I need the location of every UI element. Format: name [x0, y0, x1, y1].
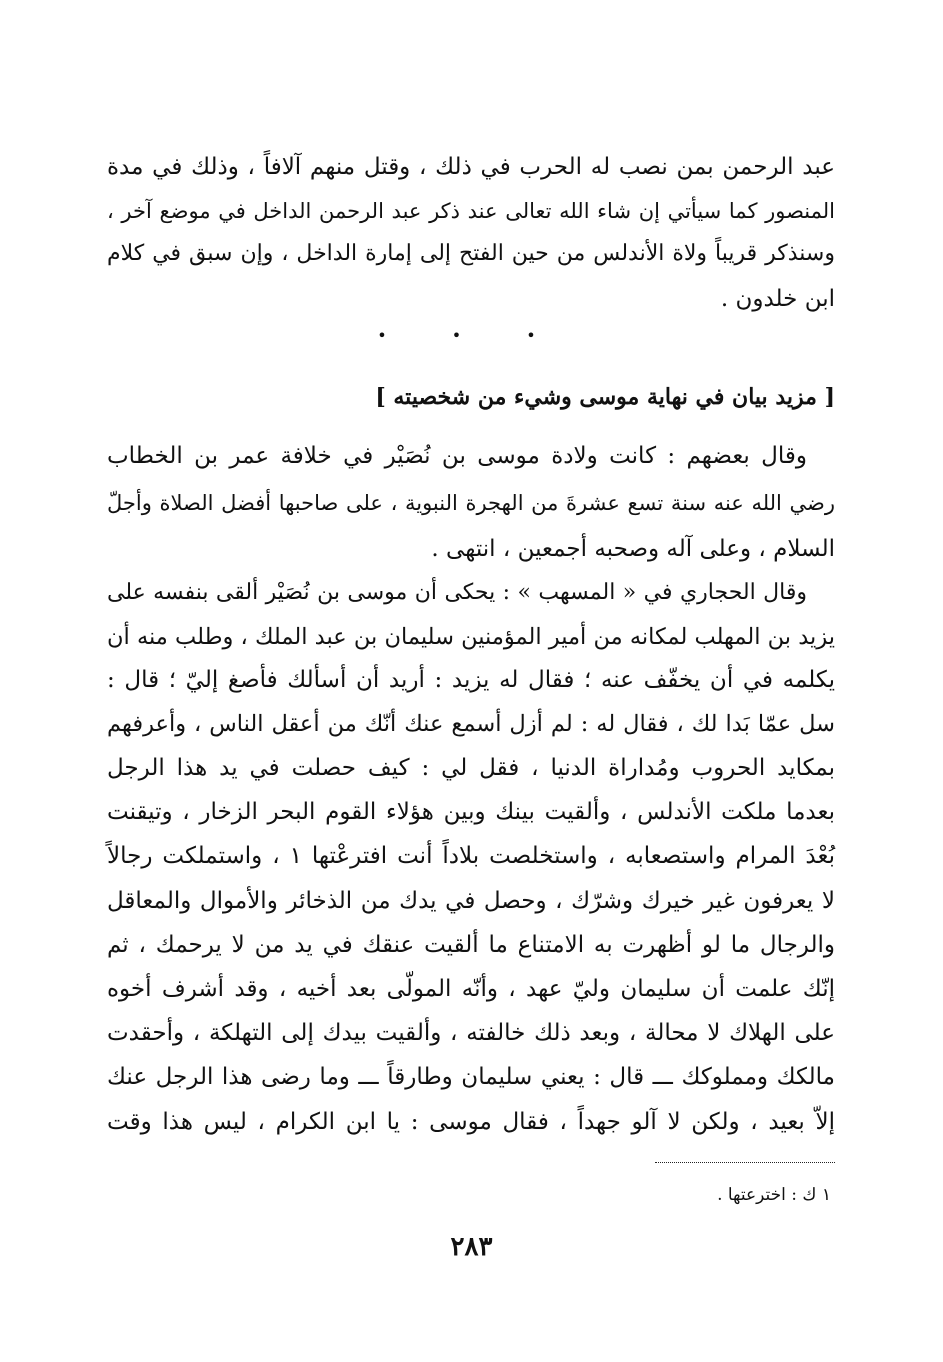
text-line: بُعْدَ المرام واستصعابه ، واستخلصت بلاداً أنت افترعْتها ١ ، واستملكت رجالاً	[107, 843, 836, 869]
text-line: عبد الرحمن بمن نصب له الحرب في ذلك ، وقتل منهم آلافاً ، وذلك في مدة	[107, 154, 835, 180]
text-line: ابن خلدون .	[720, 286, 835, 312]
page-number: ٢٨٣	[450, 1232, 493, 1262]
text-line: إنّك علمت أن سليمان وليّ عهد ، وأنّه المولّى بعد أخيه ، وقد أشرف أخوه	[107, 976, 835, 1002]
section-separator: • • •	[377, 326, 566, 345]
text-line: إلاّ بعيد ، ولكن لا آلو جهداً ، فقال موسى : يا ابن الكرام ، ليس هذا وقت	[107, 1109, 835, 1135]
text-line: وقال بعضهم : كانت ولادة موسى بن نُصَيْر في خلافة عمر بن الخطاب	[107, 443, 807, 469]
text-line: المنصور كما سيأتي إن شاء الله تعالى عند ذكر عبد الرحمن الداخل في موضع آخر ،	[107, 199, 835, 223]
footnote-divider	[655, 1162, 835, 1163]
text-line: لا يعرفون غير خيرك وشرّك ، وحصل في يدك من الذخائر والأموال والمعاقل	[107, 888, 835, 914]
text-line: والرجال ما لو أظهرت به الامتناع ما ألقيت عنقك في يد من لا يرحمك ، ثم	[107, 932, 835, 958]
text-line: بمكايد الحروب ومُداراة الدنيا ، فقل لي : كيف حصلت في يد هذا الرجل	[107, 755, 835, 781]
text-line: السلام ، وعلى آله وصحبه أجمعين ، انتهى .	[431, 536, 835, 562]
text-line: على الهلاك لا محالة ، وبعد ذلك خالفته ، وألقيت بيدك إلى التهلكة ، وأحقدت	[107, 1020, 835, 1046]
footnote: ١ ك : اخترعتها .	[717, 1185, 831, 1205]
text-line: يكلمه في أن يخفّف عنه ؛ فقال له يزيد : أريد أن أسألك فأصغ إليّ ؛ قال :	[107, 667, 835, 693]
text-line: يزيد بن المهلب لمكانه من أمير المؤمنين سليمان بن عبد الملك ، وطلب منه أن	[107, 624, 835, 650]
text-line: وقال الحجاري في « المسهب » : يحكى أن موسى بن نُصَيْر ألقى بنفسه على	[107, 580, 807, 605]
text-line: سل عمّا بَدا لك ، فقال له : لم أزل أسمع عنك أنّك من أعقل الناس ، وأعرفهم	[107, 711, 835, 737]
text-line: رضي الله عنه سنة تسع عشرةَ من الهجرة النبوية ، على صاحبها أفضل الصلاة وأجلّ	[107, 491, 835, 515]
text-line: بعدما ملكت الأندلس ، وألقيت بينك وبين هؤلاء القوم البحر الزخار ، وتيقنت	[107, 799, 835, 825]
text-line: وسنذكر قريباً ولاة الأندلس من حين الفتح إلى إمارة الداخل ، وإن سبق في كلام	[107, 241, 835, 266]
section-heading: [ مزيد بيان في نهاية موسى وشيء من شخصيته ]	[375, 384, 835, 410]
text-line: مالكك ومملوكك ـــ قال : يعني سليمان وطارقاً ـــ وما رضى هذا الرجل عنك	[107, 1064, 835, 1090]
